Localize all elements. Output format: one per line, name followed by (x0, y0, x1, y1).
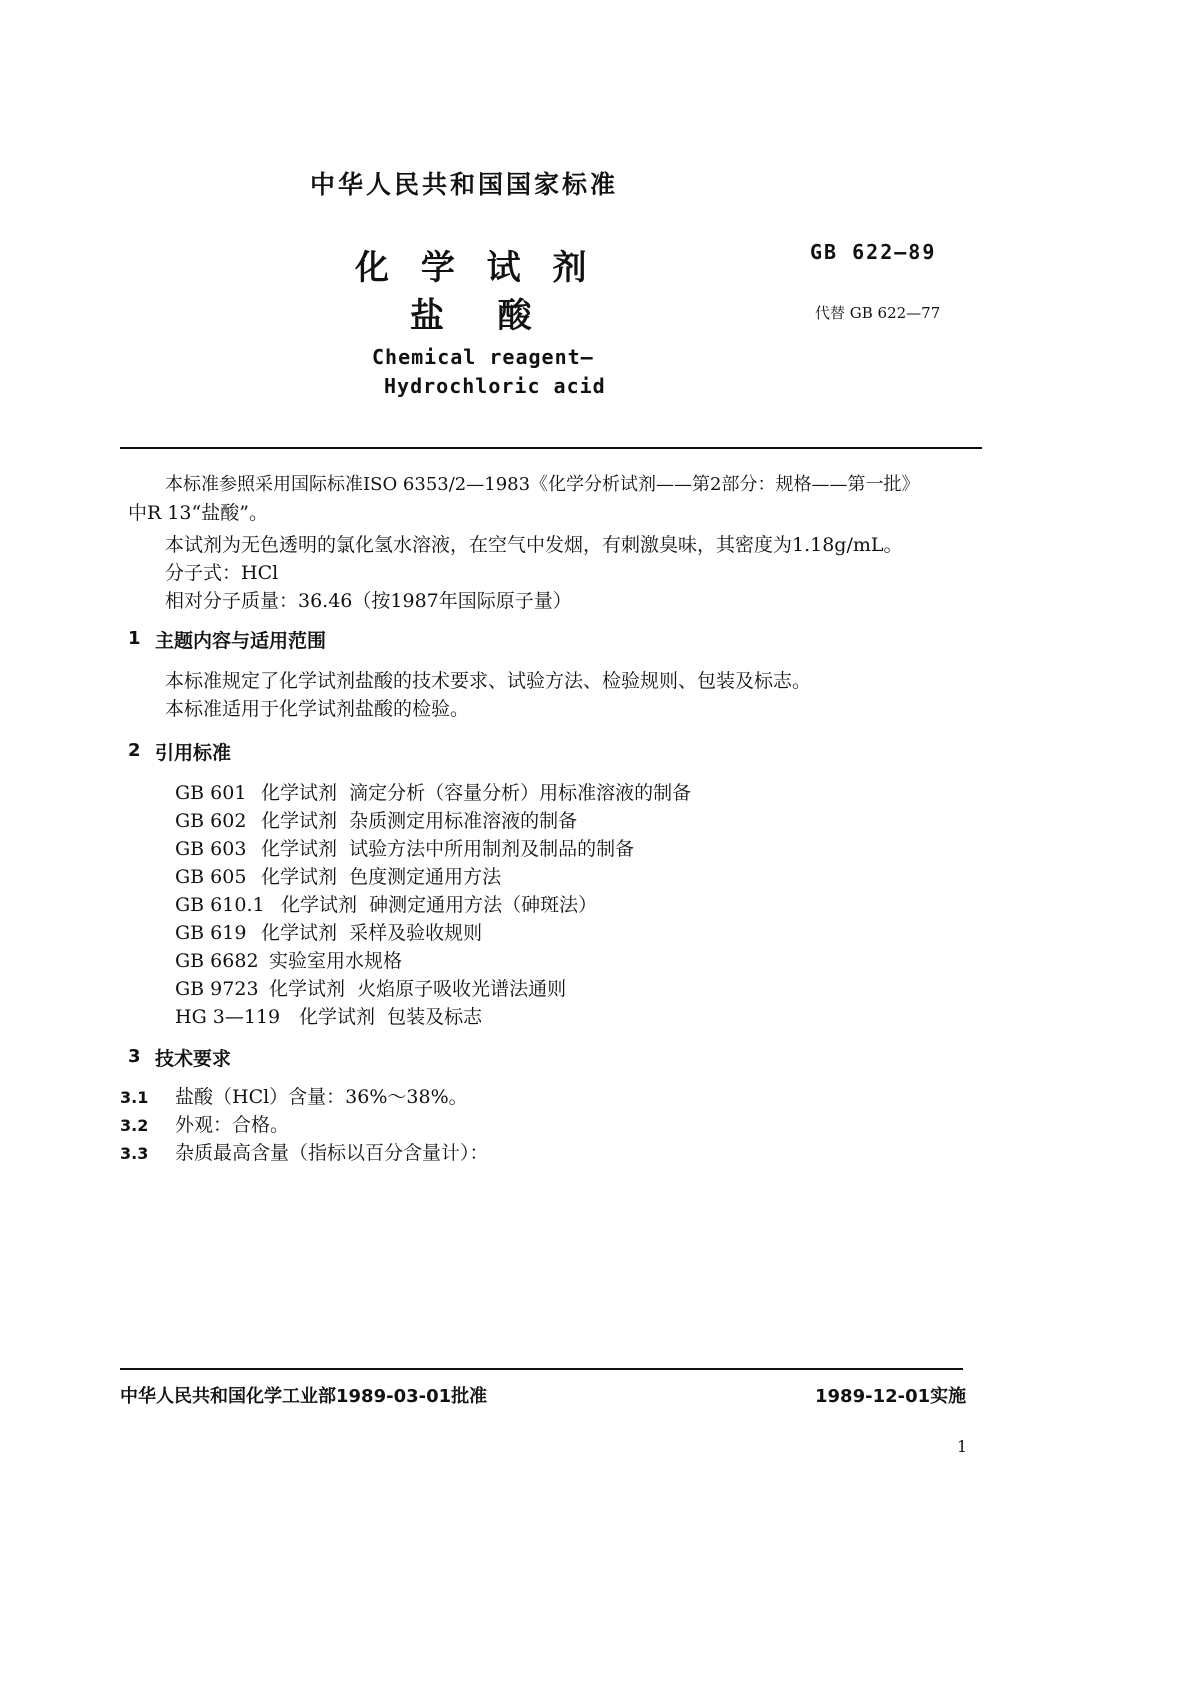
reference-row (175, 918, 482, 945)
clause-number: 3.3 (120, 1144, 149, 1163)
reference-row (175, 778, 691, 805)
section-1-line-1: 本标准规定了化学试剂盐酸的技术要求、试验方法、检验规则、包装及标志。 (165, 670, 812, 692)
reference-code: HG 3—119 (175, 1006, 281, 1028)
clause-number: 3.2 (120, 1116, 149, 1135)
english-title-line1: Chemical reagent— (372, 345, 594, 369)
section-1-title: 主题内容与适用范围 (155, 630, 327, 652)
implementation-date: 1989-12-01实施 (815, 1386, 967, 1407)
section-3-title: 技术要求 (155, 1048, 232, 1070)
reference-title: 化学试剂 试验方法中所用制剂及制品的制备 (261, 838, 635, 860)
intro-line-3: 本试剂为无色透明的氯化氢水溶液，在空气中发烟，有刺激臭味，其密度为1.18g/mL。 (165, 534, 903, 556)
reference-row (175, 862, 501, 889)
reference-row (175, 1002, 482, 1029)
clause-number: 3.1 (120, 1088, 149, 1107)
section-3-number: 3 (128, 1046, 141, 1067)
reference-row (175, 834, 634, 861)
standard-number: GB 622—89 (810, 240, 937, 264)
reference-title: 化学试剂 杂质测定用标准溶液的制备 (261, 810, 578, 832)
reference-title: 化学试剂 色度测定通用方法 (261, 866, 502, 888)
footer-rule (120, 1368, 963, 1370)
approval-statement: 中华人民共和国化学工业部1989-03-01批准 (120, 1386, 488, 1407)
page-number: 1 (957, 1437, 968, 1456)
reference-code: GB 9723 (175, 978, 259, 1000)
reference-code: GB 603 (175, 838, 247, 860)
section-2-title: 引用标准 (155, 742, 232, 764)
document-title-line1: 化 学 试 剂 (355, 248, 597, 288)
molecular-formula: 分子式：HCl (165, 562, 279, 584)
reference-code: GB 601 (175, 782, 247, 804)
intro-line-2: 中R 13“盐酸”。 (128, 502, 268, 524)
section-2-number: 2 (128, 740, 141, 761)
section-1-number: 1 (128, 628, 141, 649)
reference-code: GB 6682 (175, 950, 259, 972)
reference-code: GB 605 (175, 866, 247, 888)
intro-line-1: 本标准参照采用国际标准ISO 6353/2—1983《化学分析试剂——第2部分：规格——第一批》 (165, 474, 920, 495)
reference-title: 化学试剂 采样及验收规则 (261, 922, 483, 944)
reference-row (175, 946, 402, 973)
reference-row (175, 974, 566, 1001)
header-rule (120, 447, 982, 449)
national-standard-heading: 中华人民共和国国家标准 (310, 170, 619, 199)
document-title-line2: 盐 酸 (410, 296, 542, 336)
reference-code: GB 610.1 (175, 894, 265, 916)
section-1-line-2: 本标准适用于化学试剂盐酸的检验。 (165, 698, 470, 720)
reference-title: 实验室用水规格 (269, 950, 403, 972)
reference-row (175, 890, 597, 917)
clause-text: 外观：合格。 (175, 1114, 290, 1136)
reference-code: GB 619 (175, 922, 247, 944)
reference-code: GB 602 (175, 810, 247, 832)
clause-text: 杂质最高含量（指标以百分含量计）： (175, 1142, 489, 1164)
reference-title: 化学试剂 包装及标志 (299, 1006, 483, 1028)
reference-row (175, 806, 577, 833)
reference-title: 化学试剂 火焰原子吸收光谱法通则 (269, 978, 567, 1000)
reference-title: 化学试剂 滴定分析（容量分析）用标准溶液的制备 (261, 782, 692, 804)
molecular-mass: 相对分子质量：36.46（按1987年国际原子量） (165, 590, 572, 612)
english-title-line2: Hydrochloric acid (384, 374, 606, 398)
reference-title: 化学试剂 砷测定通用方法（砷斑法） (281, 894, 598, 916)
replaces-standard: 代替 GB 622—77 (815, 304, 941, 322)
clause-text: 盐酸（HCl）含量：36%～38%。 (175, 1086, 468, 1108)
